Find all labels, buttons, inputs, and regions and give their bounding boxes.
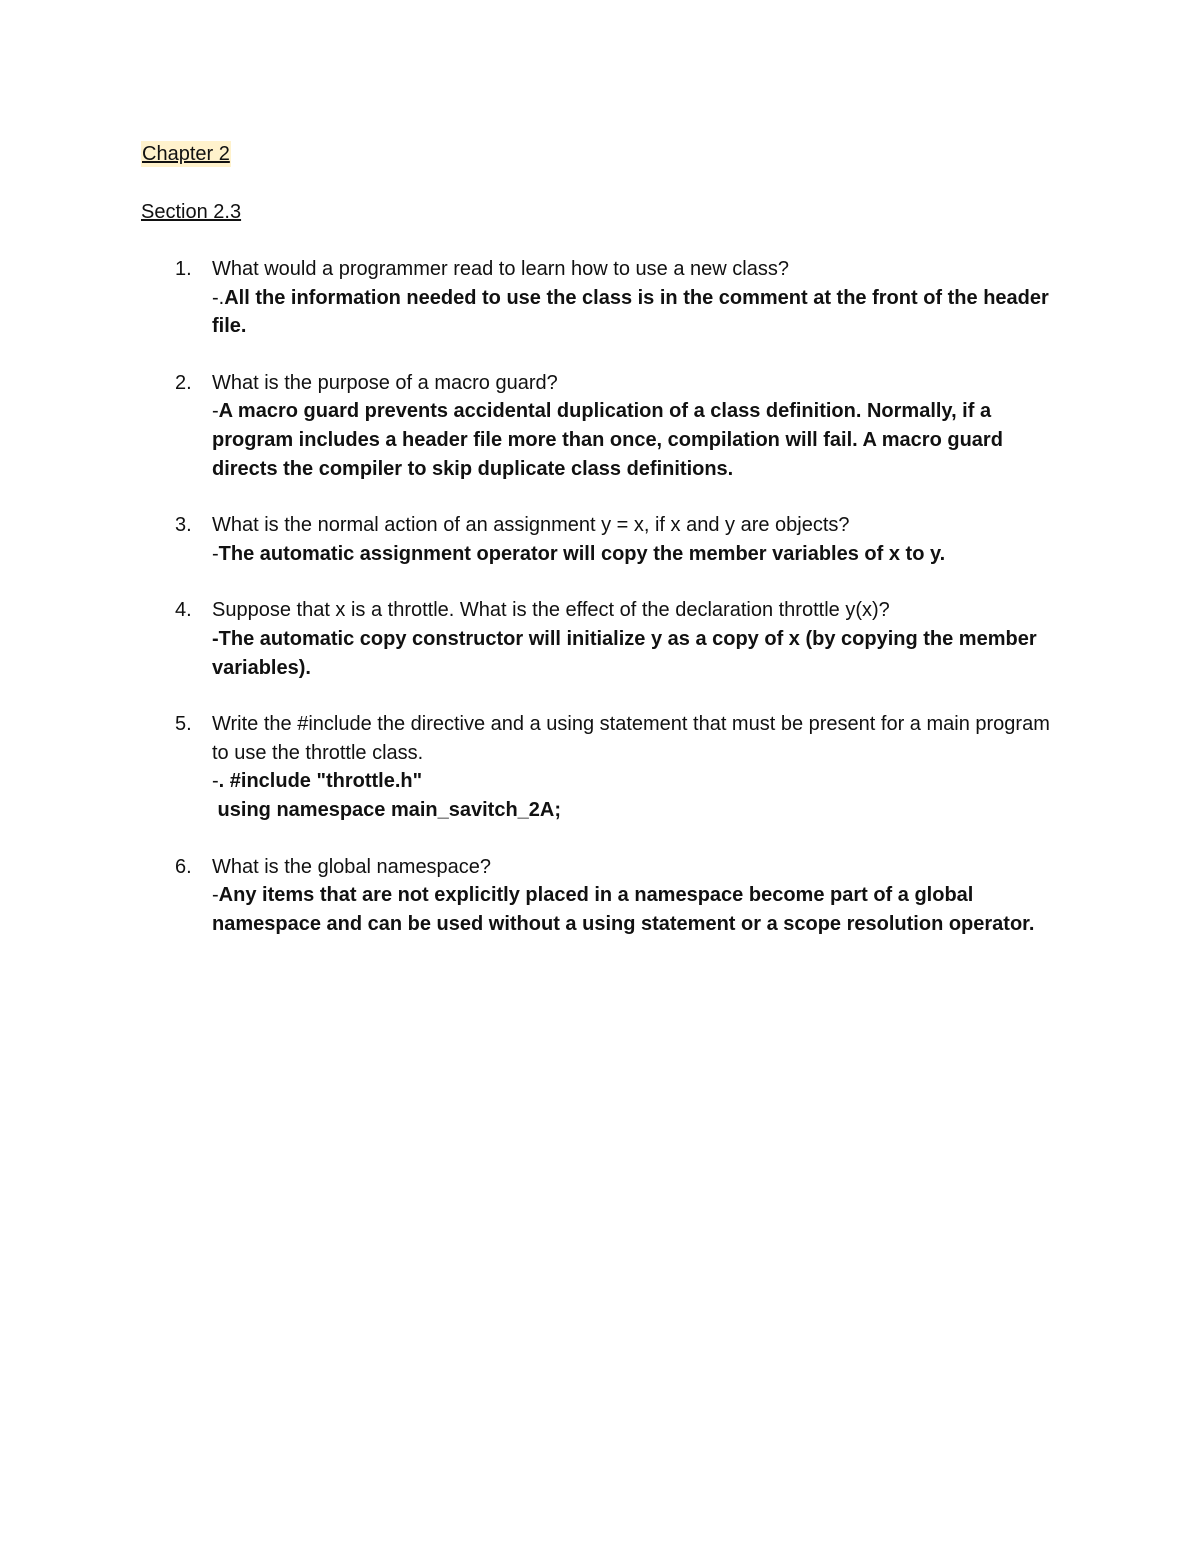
answer-text: [212, 625, 1072, 682]
question-number: 2.: [175, 371, 192, 394]
answer-body: -The automatic copy constructor will initialize y as a copy of x (by copying the member variables).: [212, 627, 1037, 679]
section-heading: Section 2.3: [141, 201, 242, 223]
question-item-2: [0, 369, 1072, 483]
question-item-6: [0, 853, 1072, 939]
question-item-4: [0, 596, 1072, 682]
question-number: 3.: [175, 514, 192, 537]
answer-body: Any items that are not explicitly placed in a namespace become part of a global namespace and can be used without a using statement or a scope resolution operator.: [212, 884, 1035, 935]
answer-prefix: -: [212, 400, 219, 423]
question-item-5: [0, 710, 1072, 824]
question-number: 5.: [175, 713, 192, 736]
answer-code-using: using namespace main_savitch_2A;: [212, 798, 562, 821]
answer-text: [212, 540, 1072, 569]
question-list: [0, 255, 1200, 966]
answer-code-include: . #include "throttle.h": [218, 770, 423, 793]
answer-text: [212, 284, 1072, 341]
answer-text: [212, 881, 1072, 938]
question-item-3: [0, 511, 1072, 568]
question-item-1: [0, 255, 1072, 341]
question-text: Write the #include the directive and a using statement that must be present for a main program to use the throttle class.: [212, 713, 1050, 764]
answer-body: A macro guard prevents accidental duplication of a class definition. Normally, if a program includes a header file more than once, compilation will fail. A macro guard directs the compiler to skip duplicate class definitions.: [212, 400, 1003, 480]
answer-body: The automatic assignment operator will copy the member variables of x to y.: [218, 542, 946, 565]
question-number: 1.: [175, 258, 192, 280]
question-text: What would a programmer read to learn how to use a new class?: [212, 258, 789, 280]
question-number: 6.: [175, 855, 192, 878]
answer-prefix: -.: [212, 286, 225, 309]
chapter-heading: Chapter 2: [142, 143, 230, 165]
question-number: 4.: [175, 599, 192, 622]
question-text: What is the purpose of a macro guard?: [212, 371, 558, 394]
answer-text: [212, 397, 1072, 483]
answer-text: [212, 767, 1072, 796]
question-text: What is the normal action of an assignment y = x, if x and y are objects?: [212, 514, 850, 537]
answer-prefix: -: [212, 884, 219, 907]
answer-prefix: -: [212, 770, 219, 793]
question-text: What is the global namespace?: [212, 855, 492, 878]
answer-body: All the information needed to use the class is in the comment at the front of the header file.: [212, 286, 1049, 338]
answer-prefix: -: [212, 542, 219, 565]
question-text: Suppose that x is a throttle. What is the effect of the declaration throttle y(x)?: [212, 599, 890, 622]
